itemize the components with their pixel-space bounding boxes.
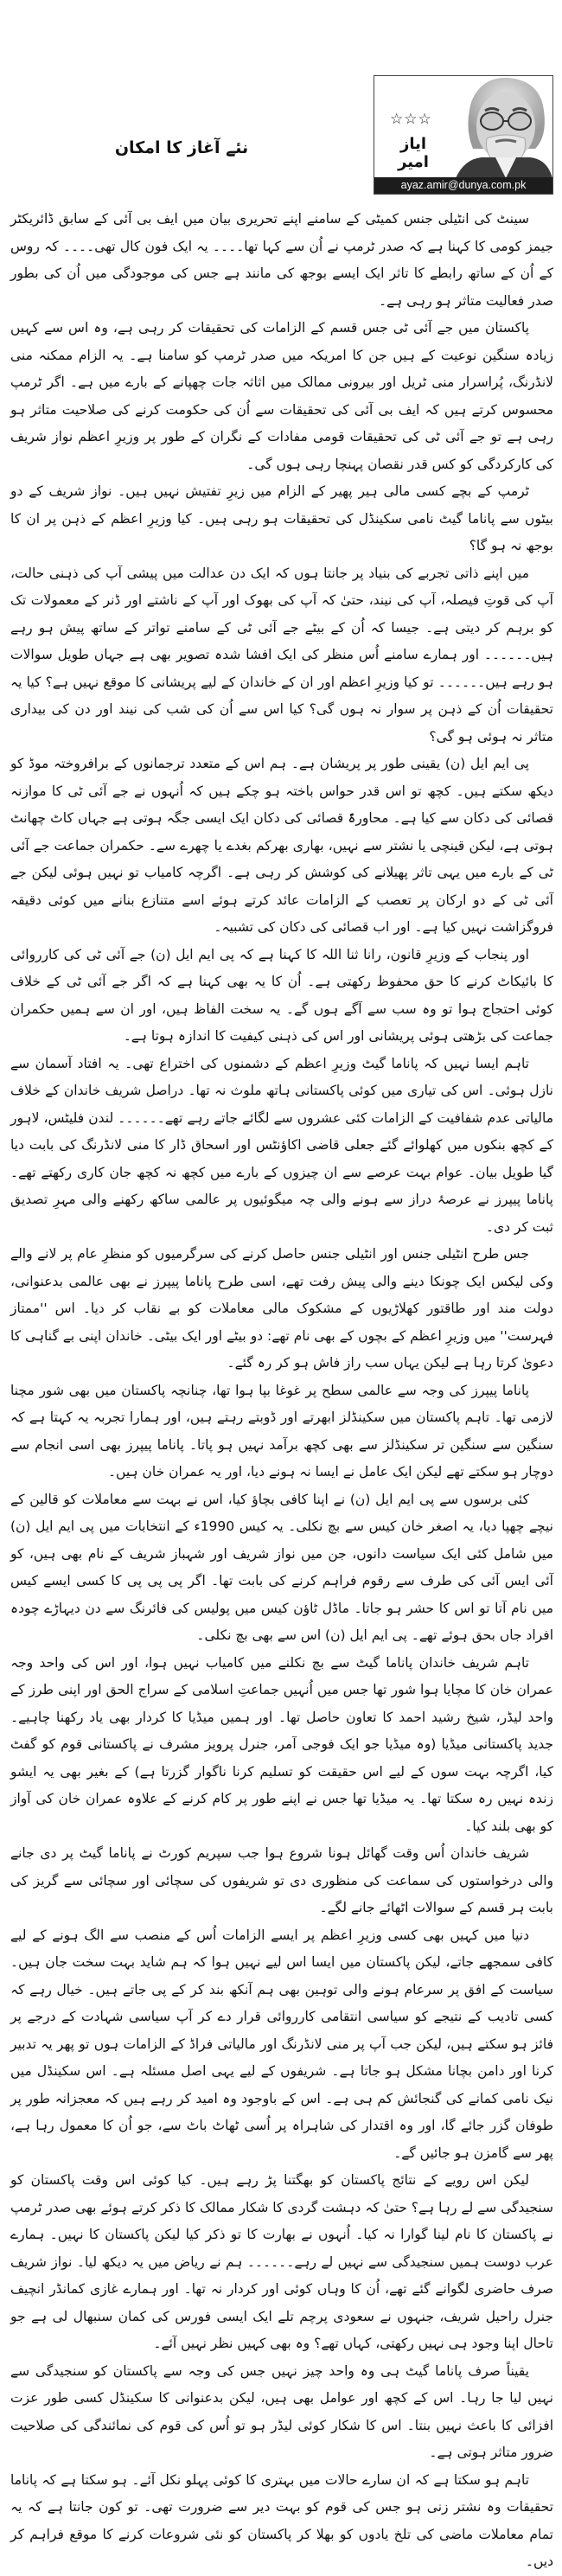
article-paragraph: ٹرمپ کے بچے کسی مالی ہیر پھیر کے الزام میں زیرِ تفتیش نہیں ہیں۔ نواز شریف کے دو بیٹوں سے پاناما گیٹ نامی سکینڈل کی تحقیقات ہو رہی ہیں۔ کیا وزیرِ اعظم کے ذہن پر ان کا بوجھ نہ ہو گا؟ [10,483,553,553]
author-name: ایاز امیر [398,135,429,171]
column-header [0,0,562,201]
author-portrait-icon [456,76,552,178]
article-paragraph: پاکستان میں جے آئی ٹی جس قسم کے الزامات کی تحقیقات کر رہی ہے، وہ اس سے کہیں زیادہ سنگین نوعیت کے ہیں جن کا امریکہ میں صدر ٹرمپ کو سامنا ہے۔ یہ الزام ممکنہ منی لانڈرنگ، پُراسرار منی ٹریل اور بیرونی ممالک میں اثاثہ جات چھپانے کے بارے میں ہے۔ اگر ٹرمپ محسوس کرتے ہیں کہ ایف بی آئی کی تحقیقات سے اُن کی حکومت کرنے کی صلاحیت متاثر ہو رہی ہے تو جے آئی ٹی کی تحقیقات قومی مفادات کے نگران کے طور پر وزیرِ اعظم نواز شریف کی کارکردگی کو کس قدر نقصان پہنچا رہی ہوں گی۔ [10,320,553,472]
article-paragraph: سینٹ کی انٹیلی جنس کمیٹی کے سامنے اپنے تحریری بیان میں ایف بی آئی کے سابق ڈائریکٹر جیمز کومی کا کہنا ہے کہ صدر ٹرمپ نے اُن سے کہا تھا۔۔۔۔ یہ ایک فون کال تھی۔۔۔۔ کہ روس کے اُن کے ساتھ رابطے کا تاثر ایک ایسے بوجھ کی مانند ہے جس کی موجودگی میں اُن کی بطور صدر فعالیت متاثر ہو رہی ہے۔ [10,211,553,309]
article-paragraph: کئی برسوں سے پی ایم ایل (ن) نے اپنا کافی بچاؤ کیا، اس نے بہت سے معاملات کو قالین کے نیچے چھپا دیا، یہ اصغر خان کیس سے بچ نکلی۔ یہ کیس 1990ء کے انتخابات میں پی ایم ایل (ن) میں شامل کئی ایک سیاست دانوں، جن میں نواز شریف اور شہباز شریف کے نام بھی ہیں، کو آئی ایس آئی کی طرف سے رقوم فراہم کرنے کی بابت تھا۔ اگر پی پی پی کا کسی ایسے کیس میں نام آتا تو اس کا حشر ہو جاتا۔ ماڈل ٹاؤن کیس میں پولیس کی فائرنگ سے دن دیہاڑے چودہ افراد جاں بحق ہوئے تھے۔ پی ایم ایل (ن) اس سے بھی بچ نکلی۔ [10,1491,553,1643]
article-paragraph: تاہم شریف خاندان پاناما گیٹ سے بچ نکلنے میں کامیاب نہیں ہوا، اور اس کی واحد وجہ عمران خان کا مچایا ہوا شور تھا جس میں اُنہیں جماعتِ اسلامی کے سراج الحق اور اپنی طرز کے واحد لیڈر، شیخ رشید احمد کا تعاون حاصل تھا۔ اور ہمیں میڈیا کا کردار بھی یاد رکھنا چاہیے۔ جدید پاکستانی میڈیا (وہ میڈیا جو ایک فوجی آمر، جنرل پرویز مشرف نے پاکستانی قوم کو گفٹ کیا، اگرچہ بہت سوں کے لیے اس حقیقت کو تسلیم کرنا ناگوار گزرتا ہے) کے بغیر بھی یہ ایشو زندہ نہیں رہ سکتا تھا۔ یہ میڈیا تھا جس نے اپنے طور پر کام کرنے کے علاوہ عمران خان کی آواز کو بھی بلند کیا۔ [10,1654,553,1834]
article-paragraph: اور پنجاب کے وزیرِ قانون، رانا ثنا اللہ کا کہنا ہے کہ پی ایم ایل (ن) جے آئی ٹی کی کارروائی کا بائیکاٹ کرنے کا حق محفوظ رکھتی ہے۔ اُن کا یہ بھی کہنا ہے کہ اگر جے آئی ٹی کے خلاف کوئی احتجاج ہوا تو وہ سب سے آگے ہوں گے۔ یہ سخت الفاظ ہیں، اور ان سے ہمیں حکمران جماعت کی بڑھتی ہوئی پریشانی اور اس کی ذہنی کیفیت کا اندازہ ہوتا ہے۔ [10,946,553,1044]
article-paragraph: شریف خاندان اُس وقت گھائل ہونا شروع ہوا جب سپریم کورٹ نے پاناما گیٹ پر دی جانے والی درخواستوں کی سماعت کی منظوری دی تو شریفوں کی سچائی اور سچائی سے گریز کی بابت ہر قسم کے سوالات اٹھائے جانے لگے۔ [10,1845,553,1915]
article-headline: نئے آغاز کا امکان [114,138,249,157]
article-paragraph: میں اپنے ذاتی تجربے کی بنیاد پر جانتا ہوں کہ ایک دن عدالت میں پیشی آپ کی ذہنی حالت، آپ کی قوتِ فیصلہ، آپ کی نیند، حتیٰ کہ آپ کی بھوک اور آپ کے ناشتے اور ڈنر کے معمولات تک کو برہم کر دیتی ہے۔ جیسا کہ اُن کے بیٹے جے آئی ٹی کے سامنے تواتر کے ساتھ پیش ہو رہے ہیں۔۔۔۔۔۔ اور ہمارے سامنے اُس منظر کی ایک افشا شدہ تصویر بھی ہے جہاں طویل سوالات ہو رہے ہیں۔۔۔۔۔۔ تو کیا وزیرِ اعظم اور ان کے خاندان کے لیے پریشانی کا موقع نہیں ہے؟ کیا یہ تحقیقات اُن کے ذہن پر سوار نہ ہوں گی؟ کیا اس سے اُن کی شب کی نیند اور دن کی بیداری متاثر نہ ہوئی ہو گی؟ [10,565,553,745]
article-paragraph: پی ایم ایل (ن) یقینی طور پر پریشان ہے۔ ہم اس کے متعدد ترجمانوں کے برافروختہ موڈ کو دیکھ سکتے ہیں۔ کچھ تو اس قدر حواس باختہ ہو چکے ہیں کہ اُنہوں نے جے آئی ٹی کا موازنہ قصائی کی دکان سے کیا ہے۔ محاورۃً قصائی کی دکان ایک ایسی جگہ ہوتی ہے جہاں کاٹ چھانٹ ہوتی ہے، لیکن قینچی یا نشتر سے نہیں، بھاری بھرکم بغدے یا چھرے سے۔ حکمران جماعت جے آئی ٹی کے بارے میں یہی تاثر پھیلانے کی کوشش کر رہی ہے۔ اگرچہ کامیاب تو نہیں ہوئی لیکن جے آئی ٹی کے دو ارکان پر تعصب کے الزامات عائد کرتے ہوئے اسے متنازع بنانے میں کوئی دقیقہ فروگزاشت نہیں کیا ہے۔ اور اب قصائی کی دکان کی تشبیہ۔ [10,756,553,935]
article-paragraph: یقیناً صرف پاناما گیٹ ہی وہ واحد چیز نہیں جس کی وجہ سے پاکستان کو سنجیدگی سے نہیں لیا جا رہا۔ اس کے کچھ اور عوامل بھی ہیں، لیکن بدعنوانی کا سکینڈل کسی طور عزت افزائی کا باعث نہیں بنتا۔ اس کا شکار کوئی لیڈر ہو تو اُس کی قوم کی نمائندگی کی صلاحیت ضرور متاثر ہوتی ہے۔ [10,2362,553,2460]
article-paragraph: پاناما پیپرز کی وجہ سے عالمی سطح پر غوغا بپا ہوا تھا، چنانچہ پاکستان میں بھی شور مچنا لازمی تھا۔ تاہم پاکستان میں سکینڈلز ابھرتے اور ڈوبتے رہتے ہیں، اور ہمارا تجربہ یہ کہتا ہے کہ سنگین سے سنگین تر سکینڈلز سے بھی کچھ برآمد نہیں ہو پاتا۔ پاناما پیپرز بھی اسی انجام سے دوچار ہو سکتے تھے لیکن ایک عامل نے ایسا نہ ہونے دیا، اور یہ عمران خان ہیں۔ [10,1382,553,1480]
article-paragraph: تاہم ہو سکتا ہے کہ ان سارے حالات میں بہتری کا کوئی پہلو نکل آئے۔ ہو سکتا ہے کہ پاناما تحقیقات وہ نشتر زنی ہو جس کی قوم کو بہت دیر سے ضرورت تھی۔ تو کون جانتا ہے کہ یہ تمام معاملات ماضی کی تلخ یادوں کو بھلا کر پاکستان کو نئی شروعات کرنے کا موقع فراہم کر دیں۔ [10,2471,553,2569]
article-paragraph: جس طرح انٹیلی جنس اور انٹیلی جنس حاصل کرنے کی سرگرمیوں کو منظرِ عام پر لانے والے وکی لیکس ایک چونکا دینے والی پیش رفت تھے، اسی طرح پاناما پیپرز نے بھی عالمی بدعنوانی، دولت مند اور طاقتور کھلاڑیوں کے مشکوک مالی معاملات کو بے نقاب کر دیا۔ اس ''ممتاز فہرست'' میں وزیرِ اعظم کے بچوں کے بھی نام تھے: دو بیٹے اور ایک بیٹی۔ خاندان اپنی بے گناہی کا دعویٰ کرتا رہا ہے لیکن یہاں سب راز فاش ہو کر رہ گئے۔ [10,1246,553,1371]
author-byline-box [374,75,553,195]
rating-stars-icon: ☆☆☆ [390,111,432,128]
article-paragraph: دنیا میں کہیں بھی کسی وزیرِ اعظم پر ایسے الزامات اُس کے منصب سے الگ ہونے کے لیے کافی سمجھے جاتے، لیکن پاکستان میں ایسا اس لیے نہیں ہوا کہ ہم شاید بہت سخت جان ہیں۔ سیاست کے افق پر سرعام ہونے والی توہین بھی ہم آنکھ بند کر کے پی جاتے ہیں۔ خیال رہے کہ کسی تادیب کے نتیجے کو سیاسی انتقامی کارروائی قرار دے کر آپ سیاسی شہادت کے درجے پر فائز ہو سکتے ہیں، لیکن جب آپ پر منی لانڈرنگ اور مالیاتی فراڈ کے الزامات ہوں تو پھر یہ تدبیر کرنا اور دامن بچانا مشکل ہو جاتا ہے۔ شریفوں کے لیے یہی اصل مسئلہ ہے۔ اس سکینڈل میں نیک نامی کمانے کی گنجائش کم ہی ہے۔ اس کے باوجود وہ امید کر رہے ہیں کہ معجزانہ طور پر طوفان گزر جائے گا، اور وہ اقتدار کی شاہراہ پر اُسی ٹھاٹ باٹ سے، جو اُن کا معمول رہا ہے، پھر سے گامزن ہو جائیں گے۔ [10,1927,553,2161]
article-paragraph: لیکن اس رویے کے نتائج پاکستان کو بھگتنا پڑ رہے ہیں۔ کیا کوئی اس وقت پاکستان کو سنجیدگی سے لے رہا ہے؟ حتیٰ کہ دہشت گردی کا شکار ممالک کا ذکر کرتے ہوئے بھی صدر ٹرمپ نے پاکستان کا نام لینا گوارا نہ کیا۔ اُنہوں نے بھارت کا تو ذکر کیا لیکن پاکستان کا نہیں۔ ہمارے عرب دوست ہمیں سنجیدگی سے نہیں لے رہے۔۔۔۔۔۔ ہم نے ریاض میں یہ دیکھ لیا۔ نواز شریف صرف حاضری لگوانے گئے تھے، اُن کا وہاں کوئی اور کردار نہ تھا۔ اور ہمارے غازی کمانڈر انچیف جنرل راحیل شریف، جنہوں نے سعودی پرچم تلے ایک ایسی فورس کی کمان سنبھال لی ہے جو تاحال اپنا وجود ہی نہیں رکھتی، کہاں تھے؟ وہ بھی کہیں نظر نہیں آئے۔ [10,2172,553,2351]
author-email[interactable]: ayaz.amir@dunya.com.pk [374,177,552,194]
article-paragraph: تاہم ایسا نہیں کہ پاناما گیٹ وزیرِ اعظم کے دشمنوں کی اختراع تھی۔ یہ افتاد آسمان سے نازل ہوئی۔ اس کی تیاری میں کوئی پاکستانی ہاتھ ملوث نہ تھا۔ دراصل شریف خاندان کے خلاف مالیاتی عدم شفافیت کے الزامات کئی عشروں سے لگائے جاتے رہے تھے۔۔۔۔۔۔ لندن فلیٹس، لاہور کے کچھ بنکوں میں کھلوائے گئے جعلی قاضی اکاؤنٹس اور اسحاق ڈار کا منی لانڈرنگ کی بابت دیا گیا طویل بیان۔ عوام بہت عرصے سے ان چیزوں کے بارے میں کچھ نہ کچھ جان کاری رکھتے تھے۔ پاناما پیپرز نے عرصۂ دراز سے ہونے والی چہ میگوئیوں پر عالمی ساکھ رکھنے والی مہرِ تصدیق ثبت کر دی۔ [10,1055,553,1235]
article-body [10,206,553,2576]
